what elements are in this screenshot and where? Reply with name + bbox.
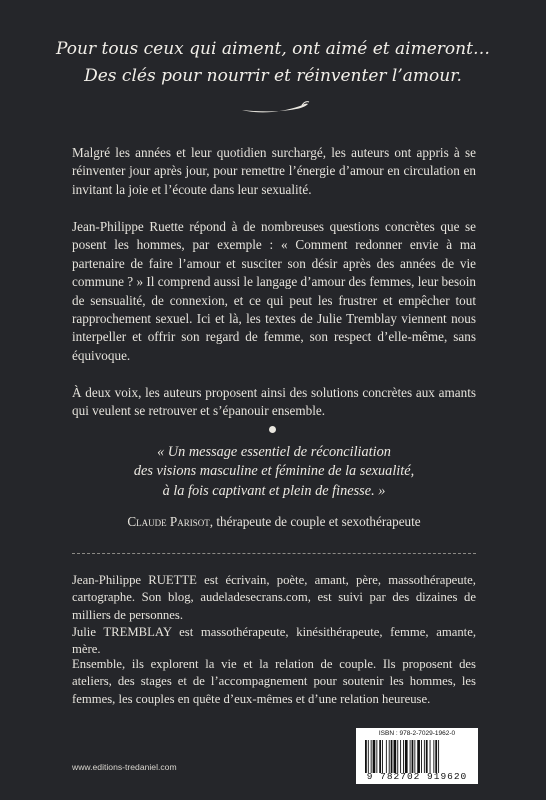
bio-text: est écrivain, poète, amant, père, massothérapeute, cartographe. Son blog, audeladesecrans.com, est suivi par des dizaines de milliers de personnes. <box>72 573 476 622</box>
bio-name: Julie TREMBLAY <box>72 625 172 639</box>
quote-line-1: « Un message essentiel de réconciliation <box>157 444 391 460</box>
paragraph-jean-philippe: Jean-Philippe Ruette répond à de nombreuses questions concrètes que se posent les hommes, par exemple : « Comment redonner envie à ma partenaire de faire l’amour et susciter son désir après des années de vie commune ? » Il comprend aussi le langage d’amour des femmes, leur besoin de sensualité, de connexion, et ce qui peut les frustrer et empêcher tout rapprochement sexuel. Ici et là, les textes de Julie Tremblay viennent nous interpeller et offrir son regard de femme, son respect d’elle-même, sans équivoque. <box>72 219 476 363</box>
closing-paragraph: Ensemble, ils explorent la vie et la relation de couple. Ils proposent des ateliers, des stages et de l’accompagnement pour soutenir les hommes, les femmes, les couples en quête d’eux-mêmes et d’une relation heureuse. <box>72 657 476 706</box>
tagline-line-1: Pour tous ceux qui aiment, ont aimé et aimeront… <box>56 39 490 59</box>
barcode-icon <box>364 740 470 773</box>
publisher-website: www.editions-tredaniel.com <box>72 762 177 772</box>
bio-name: Jean-Philippe RUETTE <box>72 573 197 587</box>
quote-author-name: Claude Parisot <box>127 514 210 529</box>
bio-julie <box>72 624 476 659</box>
isbn-label: ISBN : 978-2-7029-1962-0 <box>378 730 456 737</box>
tagline <box>40 36 506 90</box>
testimonial-quote <box>72 443 476 501</box>
swash-ornament-icon <box>240 100 310 116</box>
barcode-number: 9 782702 919620 <box>366 771 468 782</box>
tagline-line-2: Des clés pour nourrir et réinventer l’amour. <box>84 66 462 86</box>
paragraph-two-voices: À deux voix, les auteurs proposent ainsi des solutions concrètes aux amants qui veulent se retrouver et s’épanouir ensemble. <box>72 385 476 419</box>
dashed-divider <box>72 553 476 554</box>
quote-line-2: des visions masculine et féminine de la sexualité, <box>133 463 415 480</box>
quote-author-role: , thérapeute de couple et sexothérapeute <box>209 514 421 529</box>
bio-text: est massothérapeute, kinésithérapeute, femme, amante, mère. <box>72 625 476 657</box>
quote-line-3: à la fois captivant et plein de finesse. » <box>162 482 386 499</box>
bio-jean-philippe <box>72 572 476 624</box>
paragraph-intro: Malgré les années et leur quotidien surchargé, les auteurs ont appris à se réinventer jour après jour, pour remettre l’énergie d’amour en circulation en invitant la joie et l’écoute dans leur sexualité. <box>72 145 476 197</box>
quote-attribution <box>72 514 476 530</box>
isbn-barcode-block <box>356 728 478 784</box>
bullet-separator <box>269 426 276 433</box>
